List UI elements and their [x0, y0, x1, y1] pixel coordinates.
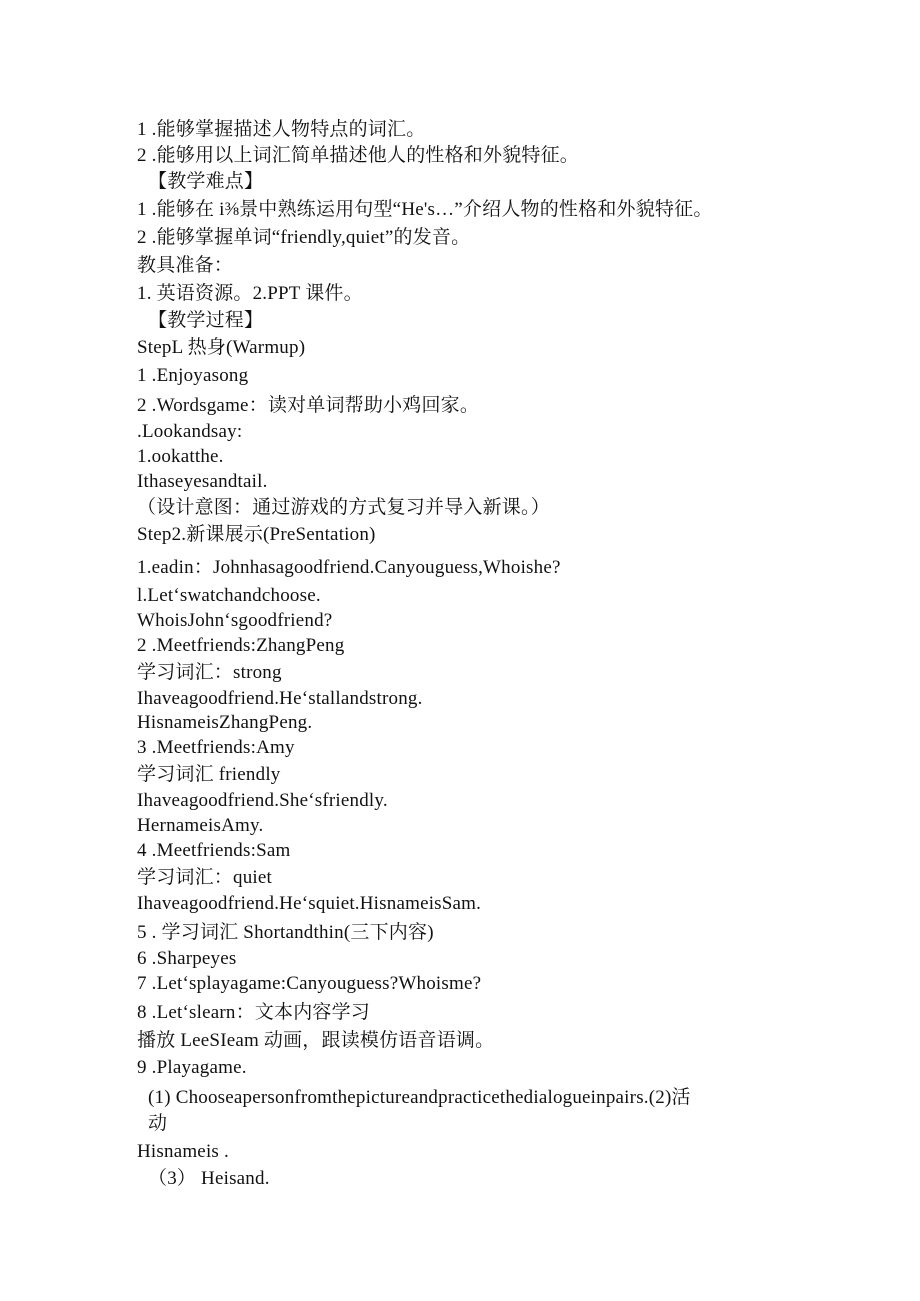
- text-line: Ithaseyesandtail.: [137, 471, 268, 492]
- text-line: 3 .Meetfriends:Amy: [137, 737, 295, 758]
- text-line: 1 .能够掌握描述人物特点的词汇。: [137, 119, 426, 140]
- text-line: Ihaveagoodfriend.She‘sfriendly.: [137, 790, 388, 811]
- text-line: (1) Chooseapersonfromthepictureandpracticethedialogueinpairs.(2)活: [148, 1087, 691, 1108]
- text-line: 7 .Let‘splayagame:Canyouguess?Whoisme?: [137, 973, 482, 994]
- section-heading: 【教学难点】: [148, 171, 264, 192]
- text-line: Ihaveagoodfriend.He‘squiet.HisnameisSam.: [137, 893, 482, 914]
- text-line: 动: [148, 1113, 168, 1134]
- text-line: 播放 LeeSIeam 动画，跟读模仿语音语调。: [137, 1030, 495, 1051]
- text-line: Hisnameis .: [137, 1141, 229, 1162]
- text-line: 2 .Meetfriends:ZhangPeng: [137, 635, 345, 656]
- text-line: 2 .能够掌握单词“friendly,quiet”的发音。: [137, 227, 471, 248]
- text-line: 6 .Sharpeyes: [137, 948, 237, 969]
- text-line: 学习词汇：quiet: [137, 867, 272, 888]
- text-line: 1. 英语资源。2.PPT 课件。: [137, 283, 363, 304]
- text-line: Step2.新课展示(PreSentation): [137, 524, 376, 545]
- text-line: 4 .Meetfriends:Sam: [137, 840, 291, 861]
- text-line: （3） Heisand.: [148, 1168, 270, 1189]
- text-line: .Lookandsay:: [137, 421, 243, 442]
- text-line: 1.eadin：Johnhasagoodfriend.Canyouguess,Whoishe?: [137, 557, 561, 578]
- text-line: 8 .Let‘slearn：文本内容学习: [137, 1002, 371, 1023]
- text-line: 1 .能够在 i⅜景中熟练运用句型“He's…”介绍人物的性格和外貌特征。: [137, 199, 713, 220]
- text-line: 9 .Playagame.: [137, 1057, 247, 1078]
- text-line: （设计意图：通过游戏的方式复习并导入新课。）: [137, 497, 550, 518]
- text-line: 学习词汇 friendly: [137, 764, 281, 785]
- text-line: 1 .Enjoyasong: [137, 365, 249, 386]
- text-line: 学习词汇：strong: [137, 662, 282, 683]
- text-line: HisnameisZhangPeng.: [137, 712, 313, 733]
- section-heading: 【教学过程】: [148, 310, 264, 331]
- text-line: HernameisAmy.: [137, 815, 264, 836]
- text-line: 2 .能够用以上词汇简单描述他人的性格和外貌特征。: [137, 145, 580, 166]
- text-line: l.Let‘swatchandchoose.: [137, 585, 321, 606]
- text-line: 1.ookatthe.: [137, 446, 224, 467]
- text-line: 5 . 学习词汇 Shortandthin(三下内容): [137, 922, 434, 943]
- text-line: 教具准备：: [137, 255, 234, 276]
- text-line: Ihaveagoodfriend.He‘stallandstrong.: [137, 688, 423, 709]
- text-line: StepL 热身(Warmup): [137, 337, 306, 358]
- text-line: WhoisJohn‘sgoodfriend?: [137, 610, 333, 631]
- text-line: 2 .Wordsgame：读对单词帮助小鸡回家。: [137, 395, 480, 416]
